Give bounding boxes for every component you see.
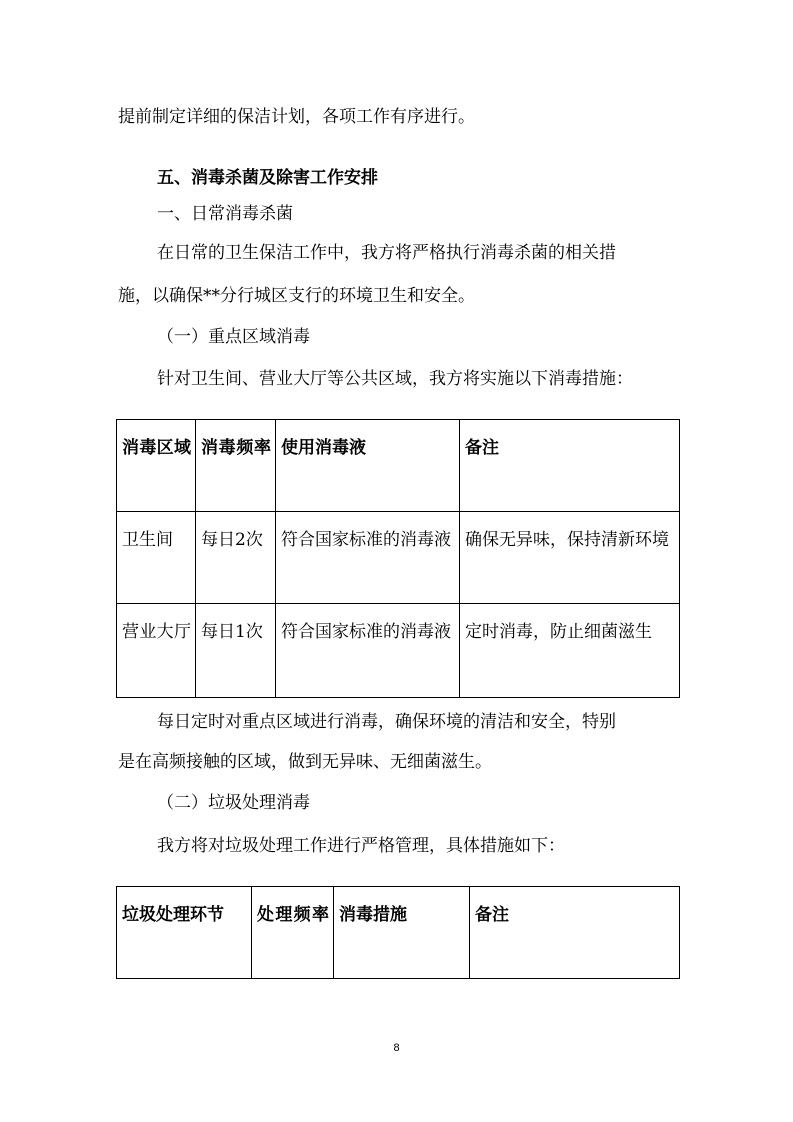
table-header-cell: 垃圾处理环节 — [117, 887, 252, 979]
subsection-heading: （一）重点区域消毒 — [157, 327, 310, 347]
paragraph-text: 是在高频接触的区域，做到无异味、无细菌滋生。 — [118, 752, 492, 772]
table-header-cell: 消毒频率 — [196, 420, 276, 512]
paragraph-text: 提前制定详细的保洁计划，各项工作有序进行。 — [118, 107, 475, 127]
table-cell: 每日1次 — [196, 604, 276, 698]
table-cell: 确保无异味，保持清新环境 — [460, 512, 680, 604]
table-header-row — [117, 420, 680, 512]
table-header-cell: 处理频率 — [252, 887, 334, 979]
paragraph-text: 每日定时对重点区域进行消毒，确保环境的清洁和安全，特别 — [157, 712, 616, 732]
subsection-heading: （二）垃圾处理消毒 — [157, 793, 310, 813]
table-cell: 符合国家标准的消毒液 — [276, 604, 460, 698]
table-header-cell: 消毒措施 — [334, 887, 470, 979]
garbage-table — [116, 886, 680, 979]
table-header-row — [117, 887, 680, 979]
table-cell: 卫生间 — [117, 512, 196, 604]
section-heading: 五、消毒杀菌及除害工作安排 — [157, 168, 378, 188]
subsection-heading: 一、日常消毒杀菌 — [157, 204, 293, 224]
table-header-cell: 使用消毒液 — [276, 420, 460, 512]
paragraph-text: 针对卫生间、营业大厅等公共区域，我方将实施以下消毒措施： — [157, 369, 633, 389]
table-cell: 符合国家标准的消毒液 — [276, 512, 460, 604]
table-header-cell: 消毒区域 — [117, 420, 196, 512]
table-row — [117, 512, 680, 604]
table-header-cell: 备注 — [470, 887, 680, 979]
table-header-cell: 备注 — [460, 420, 680, 512]
table-cell: 定时消毒，防止细菌滋生 — [460, 604, 680, 698]
table-cell: 营业大厅 — [117, 604, 196, 698]
paragraph-text: 我方将对垃圾处理工作进行严格管理，具体措施如下： — [157, 836, 565, 856]
table-row — [117, 604, 680, 698]
paragraph-text: 在日常的卫生保洁工作中，我方将严格执行消毒杀菌的相关措 — [157, 243, 616, 263]
page-number: 8 — [393, 1042, 400, 1054]
disinfection-table — [116, 419, 680, 698]
paragraph-text: 施，以确保**分行城区支行的环境卫生和安全。 — [118, 286, 475, 306]
table-cell: 每日2次 — [196, 512, 276, 604]
